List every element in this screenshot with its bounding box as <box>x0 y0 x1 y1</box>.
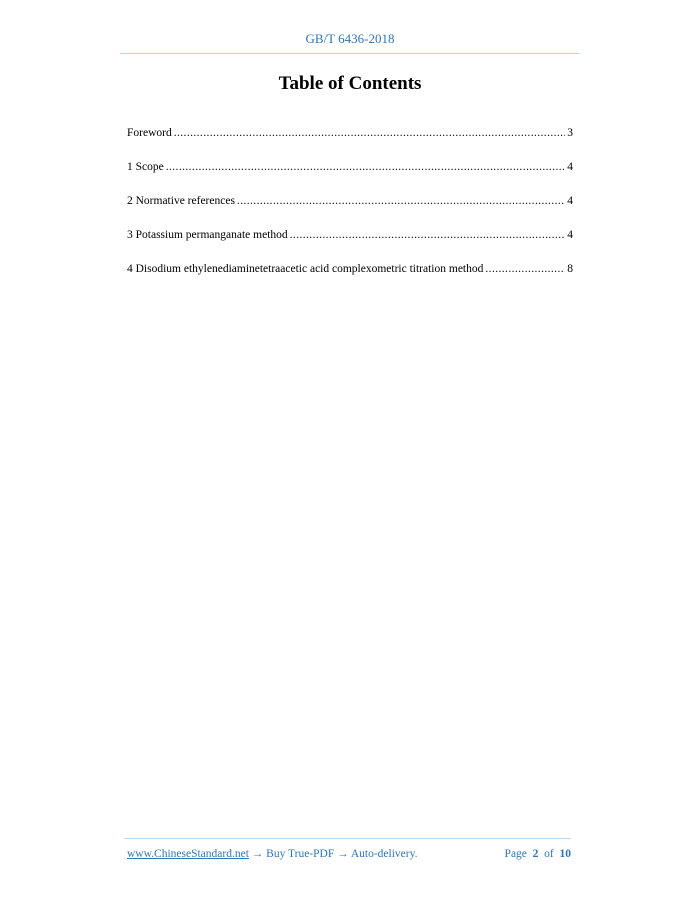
toc-entry-label: 4 Disodium ethylenediaminetetraacetic acid complexometric titration method <box>127 263 484 275</box>
toc-entry-label: 1 Scope <box>127 161 164 173</box>
toc-entry-label: 3 Potassium permanganate method <box>127 229 288 241</box>
toc-entry-scope[interactable] <box>127 161 573 195</box>
toc-entry-label: Foreword <box>127 127 172 139</box>
toc-dot-leader <box>166 161 566 173</box>
toc-dot-leader <box>290 229 566 241</box>
page-indicator <box>505 848 571 860</box>
document-code-header: GB/T 6436-2018 <box>305 31 395 46</box>
toc-entry-page: 4 <box>567 195 573 207</box>
toc-entry-page: 4 <box>567 161 573 173</box>
footer-promo-text: → Buy True-PDF → Auto-delivery. <box>248 848 418 860</box>
toc-entry-foreword[interactable] <box>127 127 573 161</box>
toc-entry-normative-references[interactable] <box>127 195 573 229</box>
toc-dot-leader <box>237 195 565 207</box>
toc-entry-page: 3 <box>567 127 573 139</box>
toc-entry-label: 2 Normative references <box>127 195 235 207</box>
website-link[interactable]: www.ChineseStandard.net <box>127 848 249 860</box>
page-of-word: of <box>544 848 554 860</box>
page-word: Page <box>504 848 527 860</box>
toc-entry-potassium-permanganate-method[interactable] <box>127 229 573 263</box>
page-footer <box>127 848 571 860</box>
toc-entry-page: 4 <box>567 229 573 241</box>
toc-entry-page: 8 <box>567 263 573 275</box>
page-current: 2 <box>532 848 539 860</box>
table-of-contents <box>127 127 573 297</box>
toc-entry-edta-titration-method[interactable] <box>127 263 573 297</box>
toc-dot-leader <box>485 263 565 275</box>
page-total: 10 <box>559 848 571 860</box>
footer-promo <box>127 848 417 860</box>
toc-dot-leader <box>174 127 566 139</box>
toc-title: Table of Contents <box>278 73 422 94</box>
header-divider <box>120 53 580 54</box>
footer-divider <box>124 838 571 839</box>
